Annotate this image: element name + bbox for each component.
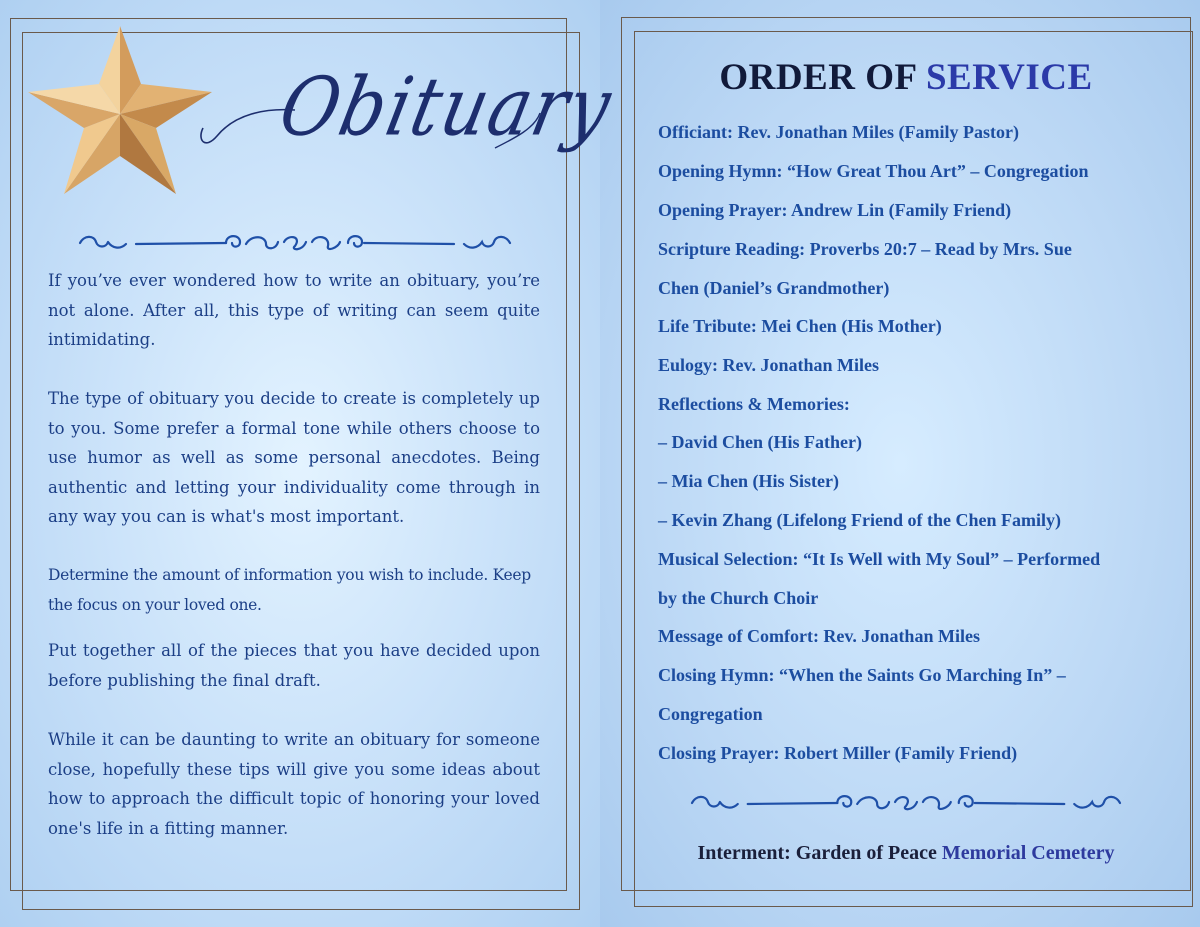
service-line: Musical Selection: “It Is Well with My Soul” – Performed bbox=[658, 549, 1101, 569]
interment-part-2: Memorial Cemetery bbox=[941, 842, 1115, 864]
service-line: Chen (Daniel’s Grandmother) bbox=[658, 278, 890, 298]
title-part-2: SERVICE bbox=[925, 57, 1093, 98]
obituary-paragraph-2: The type of obituary you decide to create is completely up to you. Some prefer a formal tone while others choose to use humor as well as some personal anecdotes. Being authentic and letting your individuality come through in any way you can is what's most important. bbox=[48, 389, 540, 526]
interment-part-1: Interment: Garden of Peace bbox=[697, 842, 942, 864]
service-line: Opening Hymn: “How Great Thou Art” – Congregation bbox=[658, 161, 1089, 181]
obituary-paragraph-3: Determine the amount of information you wish to include. Keep the focus on your loved one. bbox=[48, 566, 531, 614]
service-line: Life Tribute: Mei Chen (His Mother) bbox=[658, 316, 942, 336]
gold-star-icon bbox=[26, 20, 214, 198]
interment-line bbox=[636, 842, 1176, 865]
service-line: – Kevin Zhang (Lifelong Friend of the Chen Family) bbox=[658, 510, 1062, 530]
obituary-paragraph-4: Put together all of the pieces that you have decided upon before publishing the final draft. bbox=[48, 641, 540, 690]
order-of-service-title bbox=[636, 56, 1176, 99]
service-line: Closing Hymn: “When the Saints Go Marching In” – bbox=[658, 665, 1066, 685]
service-line: Message of Comfort: Rev. Jonathan Miles bbox=[658, 626, 980, 646]
service-line: – David Chen (His Father) bbox=[658, 432, 862, 452]
ornamental-divider bbox=[688, 790, 1124, 816]
service-line: Closing Prayer: Robert Miller (Family Friend) bbox=[658, 743, 1018, 763]
obituary-paragraph-1: If you’ve ever wondered how to write an obituary, you’re not alone. After all, this type of writing can seem quite intimidating. bbox=[48, 271, 540, 349]
ornamental-divider bbox=[76, 230, 514, 256]
obituary-paragraph-5: While it can be daunting to write an obituary for someone close, hopefully these tips will give you some ideas about how to approach the difficult topic of honoring your loved one's life in a fitting manner. bbox=[48, 730, 540, 838]
service-line: Congregation bbox=[658, 704, 763, 724]
title-part-1: ORDER OF bbox=[719, 57, 926, 98]
service-line: by the Church Choir bbox=[658, 588, 819, 608]
service-line: – Mia Chen (His Sister) bbox=[658, 471, 839, 491]
obituary-title: Obituary bbox=[271, 59, 621, 155]
service-line: Scripture Reading: Proverbs 20:7 – Read by Mrs. Sue bbox=[658, 239, 1072, 259]
service-line: Opening Prayer: Andrew Lin (Family Friend) bbox=[658, 200, 1012, 220]
service-line: Officiant: Rev. Jonathan Miles (Family Pastor) bbox=[658, 122, 1019, 142]
service-line: Reflections & Memories: bbox=[658, 394, 850, 414]
service-line: Eulogy: Rev. Jonathan Miles bbox=[658, 355, 880, 375]
